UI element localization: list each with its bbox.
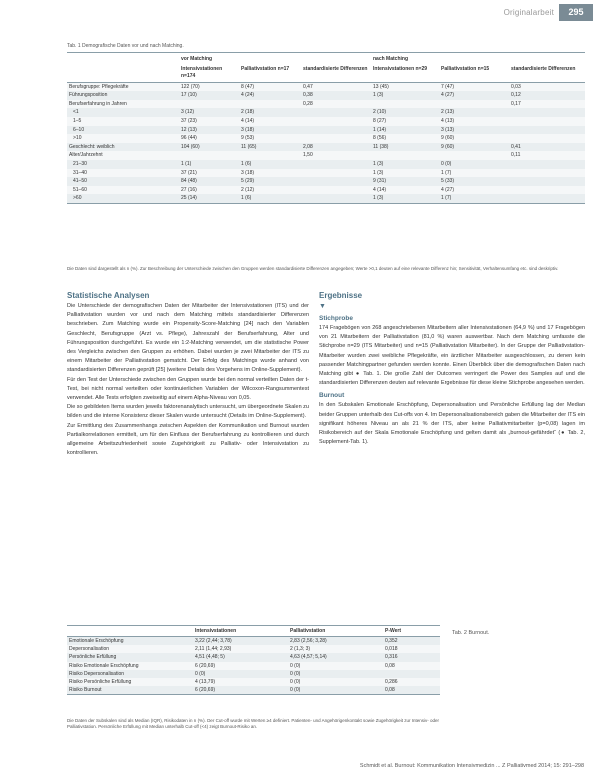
demographics-table (67, 52, 585, 204)
table-cell: 1 (3) (371, 194, 439, 203)
table-row (67, 662, 440, 670)
table-cell: 2 (13) (439, 108, 509, 117)
table-cell: 0 (0) (288, 670, 383, 678)
table-cell (509, 169, 585, 178)
table1-group-header (67, 53, 179, 66)
table-cell: Risiko Emotionale Erschöpfung (67, 662, 193, 670)
table2-note: Die Daten der Subskalen sind als Median (IQR), Risikodaten in n (%). Der Cut-off wurde mit Werten ≥4 definiert. Patienten- und Angehörigenkontakt sowie Zugehörigkeit zur Intensiv- oder Palliativstation. Persönliche Erfüllung mit Median unterhalb Cut-off (<4) zeigt Burnout-Risiko an. (67, 718, 439, 729)
table-row (67, 670, 440, 678)
table2-column-header: Intensivstationen (193, 626, 288, 637)
table-row (67, 100, 585, 109)
table-cell (179, 151, 239, 160)
table-cell: Risiko Persönliche Erfüllung (67, 678, 193, 686)
table-cell (239, 100, 301, 109)
table-cell: 4 (14) (371, 186, 439, 195)
table-row (67, 91, 585, 100)
table1-group-header (301, 53, 371, 66)
paragraph: In den Subskalen Emotionale Erschöpfung, Depersonalisation und Persönliche Erfüllung lag der Median beider Gruppen unterhalb des Cut-offs von 4. Im Depersonalisationsbereich gaben die Mitarbeiter der ITS ein signifikant höheres Niveau an als 21 % der ITS, aber keine Palliativmitarbeiter (p=0,08) lagen im Risikobereich auf der Skala Emotionale Erschöpfung und gelten damit als „burnout-gefährdet“ (● Tab. 2, Supplement-Tab. 1). (319, 402, 585, 446)
table-cell: Geschlecht: weiblich (67, 143, 179, 152)
table-cell: 2,83 (2,56; 3,28) (288, 637, 383, 646)
table-cell: 27 (16) (179, 186, 239, 195)
table-cell: 2 (10) (371, 108, 439, 117)
burnout-table (67, 625, 440, 695)
table-cell (301, 117, 371, 126)
table-cell (383, 670, 440, 678)
table-row (67, 160, 585, 169)
table1-column-header (67, 66, 179, 83)
table-cell: 2 (18) (239, 108, 301, 117)
table-cell: 51–60 (67, 186, 179, 195)
table-row (67, 126, 585, 135)
table-row (67, 637, 440, 646)
table-row (67, 177, 585, 186)
table-cell: 0,11 (509, 151, 585, 160)
table-cell: 1 (3) (371, 169, 439, 178)
table-cell (301, 177, 371, 186)
table-cell: 4 (24) (239, 91, 301, 100)
table1-group-header (239, 53, 301, 66)
table-cell: 0,286 (383, 678, 440, 686)
table-row (67, 82, 585, 91)
table-cell: 0 (0) (439, 160, 509, 169)
table-cell: 0,03 (509, 82, 585, 91)
table-cell: 25 (14) (179, 194, 239, 203)
table-cell (509, 160, 585, 169)
table-cell: Risiko Depersonalisation (67, 670, 193, 678)
table-cell: 9 (53) (239, 134, 301, 143)
table-cell: >10 (67, 134, 179, 143)
table2-column-header: P-Wert (383, 626, 440, 637)
table1-column-header: standardisierte Differenzen (301, 66, 371, 83)
table1-caption: Tab. 1 Demografische Daten vor und nach Matching. (67, 43, 184, 49)
footer-citation: Schmidt et al. Burnout: Kommunikation Intensivmedizin ... Z Palliativmed 2014; 15: 291–298 (359, 763, 584, 769)
table-cell: 4,51 (4,48; 5) (193, 653, 288, 661)
table-cell: 9 (60) (439, 134, 509, 143)
table-cell: 4 (13,79) (193, 678, 288, 686)
table-row (67, 134, 585, 143)
table1-note: Die Daten sind dargestellt als n (%). Zur Beschreibung der Unterschiede zwischen den Gruppen werden standardisierte Differenzen angegeben; Werte >0,1 deuten auf eine relevante Differenz hin; Sensitivität, Verhaltensumfang etc. sind deskriptiv. (67, 266, 559, 271)
results-heading: Ergebnisse (319, 291, 363, 300)
paragraph: Zur Ermittlung des Zusammenhangs zwischen Aspekten der Kommunikation und Burnout wurden Partialkorrelationen ermittelt, um für den Einfluss der Berufserfahrung zu kontrollieren und durch allgemeine Arbeitszufriedenheit sowie Zugehörigkeit zu Palliativ- oder Intensivstation zu kontrollieren. (67, 422, 309, 457)
table-cell: 0,08 (383, 686, 440, 695)
table-cell: 4,63 (4,57; 5,14) (288, 653, 383, 661)
table-cell: 31–40 (67, 169, 179, 178)
table2-column-header: Palliativstation (288, 626, 383, 637)
table-cell: 2 (12) (239, 186, 301, 195)
paragraph: Für den Test der Unterschiede zwischen den Gruppen wurde bei den normal verteilten Daten der t-Test, bei nicht normal verteilten oder kontinuierlichen Variablen der Wilcoxon-Rangsummentest verwendet. Alle Tests erfolgten zweiseitig auf einem Alpha-Niveau von 0,05. (67, 376, 309, 402)
table-cell: 84 (48) (179, 177, 239, 186)
page-header (0, 0, 601, 28)
table-cell: 6 (20,69) (193, 662, 288, 670)
table-cell: 11 (65) (239, 143, 301, 152)
table-row (67, 645, 440, 653)
burnout-subheading: Burnout (319, 392, 345, 400)
table-cell: 1 (7) (439, 169, 509, 178)
table-cell: 96 (44) (179, 134, 239, 143)
table-cell (301, 108, 371, 117)
table-cell: 3 (13) (439, 126, 509, 135)
table-cell: Risiko Burnout (67, 686, 193, 695)
table-cell: 1,50 (301, 151, 371, 160)
table-cell: 8 (27) (371, 117, 439, 126)
table-cell: 11 (38) (371, 143, 439, 152)
table-cell: 5 (33) (439, 177, 509, 186)
table-cell (439, 151, 509, 160)
table-cell: 8 (47) (239, 82, 301, 91)
left-column (67, 290, 309, 458)
table-cell: 1 (7) (439, 194, 509, 203)
table-cell: 4 (27) (439, 186, 509, 195)
table-cell: 3 (18) (239, 169, 301, 178)
table-cell (179, 100, 239, 109)
table1-group-header (509, 53, 585, 66)
table2-label: Tab. 2 Burnout. (452, 630, 490, 636)
table-cell (509, 108, 585, 117)
table-cell: 21–30 (67, 160, 179, 169)
table1-group-header (439, 53, 509, 66)
table-cell: 0,28 (301, 100, 371, 109)
table-cell (239, 151, 301, 160)
table-cell (301, 134, 371, 143)
table-cell: 2 (1,3; 3) (288, 645, 383, 653)
table1-group-header-row (67, 53, 585, 66)
table-cell: 0 (0) (288, 686, 383, 695)
page-number: 295 (559, 4, 593, 21)
table-cell: 0,08 (383, 662, 440, 670)
table-cell: Alter/Jahrzehnt (67, 151, 179, 160)
table-cell: 0,018 (383, 645, 440, 653)
table-cell: Emotionale Erschöpfung (67, 637, 193, 646)
table-cell: 0 (0) (193, 670, 288, 678)
table-cell: 37 (23) (179, 117, 239, 126)
table-cell: 2,11 (1,44; 2,93) (193, 645, 288, 653)
table-cell (439, 100, 509, 109)
table-row (67, 186, 585, 195)
table-cell: Persönliche Erfüllung (67, 653, 193, 661)
table-cell: 0,352 (383, 637, 440, 646)
table-row (67, 653, 440, 661)
table-row (67, 108, 585, 117)
table-cell (371, 151, 439, 160)
triangle-down-icon: ▼ (319, 303, 326, 310)
table2-header-row (67, 626, 440, 637)
table-cell (509, 194, 585, 203)
table-cell: 37 (21) (179, 169, 239, 178)
table-cell: 1 (3) (371, 91, 439, 100)
paragraph: Die Unterschiede der demografischen Daten der Mitarbeiter der Intensivstationen (ITS) und der Palliativstation wurden vor und nach dem Matching mittels standardisierter Differenzen beschrieben. Zum Matching wurde ein Propensity-Score-Matching [24] nach den Variablen Geschlecht, Berufsgruppe (Arzt vs. Pflege), Jahreszahl der Berufserfahrung, Alter und Führungsposition durchgeführt. Es wurde ein 1:2-Matching verwendet, um die statistische Power des Vergleichs zwischen den Gruppen zu erhöhen. Dabei wurden je zwei Mitarbeiter der ITS zu einem Mitarbeiter der Palliativstation gematcht. Der Erfolg des Matchings wurde anhand von standardisierten Differenzen geprüft [25] (weitere Details des Vorgehens im Online-Supplement). (67, 303, 309, 374)
table-row (67, 151, 585, 160)
table-cell: 4 (27) (439, 91, 509, 100)
table-cell: 12 (13) (179, 126, 239, 135)
table-cell (509, 186, 585, 195)
table-row (67, 194, 585, 203)
table-cell: Berufserfahrung in Jahren (67, 100, 179, 109)
section-label: Originalarbeit (503, 8, 554, 17)
table-cell: 1 (14) (371, 126, 439, 135)
table-cell: 3 (18) (239, 126, 301, 135)
table-cell (301, 169, 371, 178)
table-cell: 41–50 (67, 177, 179, 186)
table-cell: 0,316 (383, 653, 440, 661)
table-cell (301, 126, 371, 135)
table-cell: 6 (20,69) (193, 686, 288, 695)
table-row (67, 117, 585, 126)
table-cell: 4 (14) (239, 117, 301, 126)
table2-body (67, 637, 440, 695)
table-row (67, 678, 440, 686)
table-cell: 1–5 (67, 117, 179, 126)
table-cell: 4 (13) (439, 117, 509, 126)
table-cell (301, 186, 371, 195)
table-cell: 3 (12) (179, 108, 239, 117)
table-row (67, 143, 585, 152)
table1-column-header: Intensivstationen n=29 (371, 66, 439, 83)
table1-column-header: Palliativstation n=15 (439, 66, 509, 83)
table1-column-header: Palliativstation n=17 (239, 66, 301, 83)
table-cell: 1 (1) (179, 160, 239, 169)
table1-body (67, 82, 585, 203)
table-cell: 122 (70) (179, 82, 239, 91)
table-cell: 0,47 (301, 82, 371, 91)
table-cell: 17 (10) (179, 91, 239, 100)
table1-column-header: standardisierte Differenzen (509, 66, 585, 83)
table-cell: 9 (60) (439, 143, 509, 152)
table1-column-header-row (67, 66, 585, 83)
paragraph: Die so gebildeten Items wurden jeweils faktorenanalytisch untersucht, um übergeordnete Skalen zu bilden und die interne Konsistenz dieser Skalen wurde untersucht (Details im Online-Supplement). (67, 404, 309, 420)
table-cell (509, 126, 585, 135)
table-cell: 2,08 (301, 143, 371, 152)
table-cell: 0,41 (509, 143, 585, 152)
statistics-heading: Statistische Analysen (67, 291, 150, 300)
table-cell (509, 134, 585, 143)
table-cell: 0,38 (301, 91, 371, 100)
table-cell: Depersonalisation (67, 645, 193, 653)
table-cell: 1 (6) (239, 160, 301, 169)
table-cell: <1 (67, 108, 179, 117)
table-cell: Führungsposition (67, 91, 179, 100)
table-cell: 104 (60) (179, 143, 239, 152)
table-cell: 1 (3) (371, 160, 439, 169)
table-cell: >60 (67, 194, 179, 203)
table-row (67, 686, 440, 695)
table-cell: 6–10 (67, 126, 179, 135)
table-cell (509, 177, 585, 186)
table-cell: 5 (29) (239, 177, 301, 186)
table-cell: 0,12 (509, 91, 585, 100)
table-cell (301, 160, 371, 169)
table-cell: 3,22 (2,44; 3,78) (193, 637, 288, 646)
table-row (67, 169, 585, 178)
table1-group-header: vor Matching (179, 53, 239, 66)
table1-column-header: Intensivstationen n=174 (179, 66, 239, 83)
table-cell: 7 (47) (439, 82, 509, 91)
table-cell: 0 (0) (288, 662, 383, 670)
table-cell: 1 (6) (239, 194, 301, 203)
table-cell (301, 194, 371, 203)
table-cell: Berufsgruppe: Pflegekräfte (67, 82, 179, 91)
table-cell: 0,17 (509, 100, 585, 109)
table-cell: 8 (56) (371, 134, 439, 143)
sample-subheading: Stichprobe (319, 315, 353, 322)
table-cell (371, 100, 439, 109)
right-column (319, 290, 585, 447)
paragraph: 174 Fragebögen von 268 angeschriebenen Mitarbeitern aller Intensivstationen (64,9 %) und 17 Fragebögen von 21 Mitarbeitern der Palliativstation (81,0 %) waren auswertbar. Nach dem Matching umfasste die Stichprobe n=29 (ITS Mitarbeiter) und n=15 (Palliativstation Mitarbeiter). In der Gruppe der Palliativstation-Mitarbeiter wurden zwei weibliche Pflegekräfte, ein ärztlicher Mitarbeiter ausgeschlossen, zu denen kein passender Matchingpartner gefunden werden konnte. Einen Überblick über die demografischen Daten nach Matching gibt ● Tab. 1. Die große Zahl der Outcomes verringert die Power des Samples auf und die standardisierten Differenzen deuten auf relevante Ergebnisse für diese kleine Stichprobe angesehen werden. (319, 325, 585, 387)
table1-group-header: nach Matching (371, 53, 439, 66)
table-cell (509, 117, 585, 126)
table-cell: 13 (45) (371, 82, 439, 91)
table-cell: 9 (31) (371, 177, 439, 186)
table-cell: 0 (0) (288, 678, 383, 686)
table2-column-header (67, 626, 193, 637)
